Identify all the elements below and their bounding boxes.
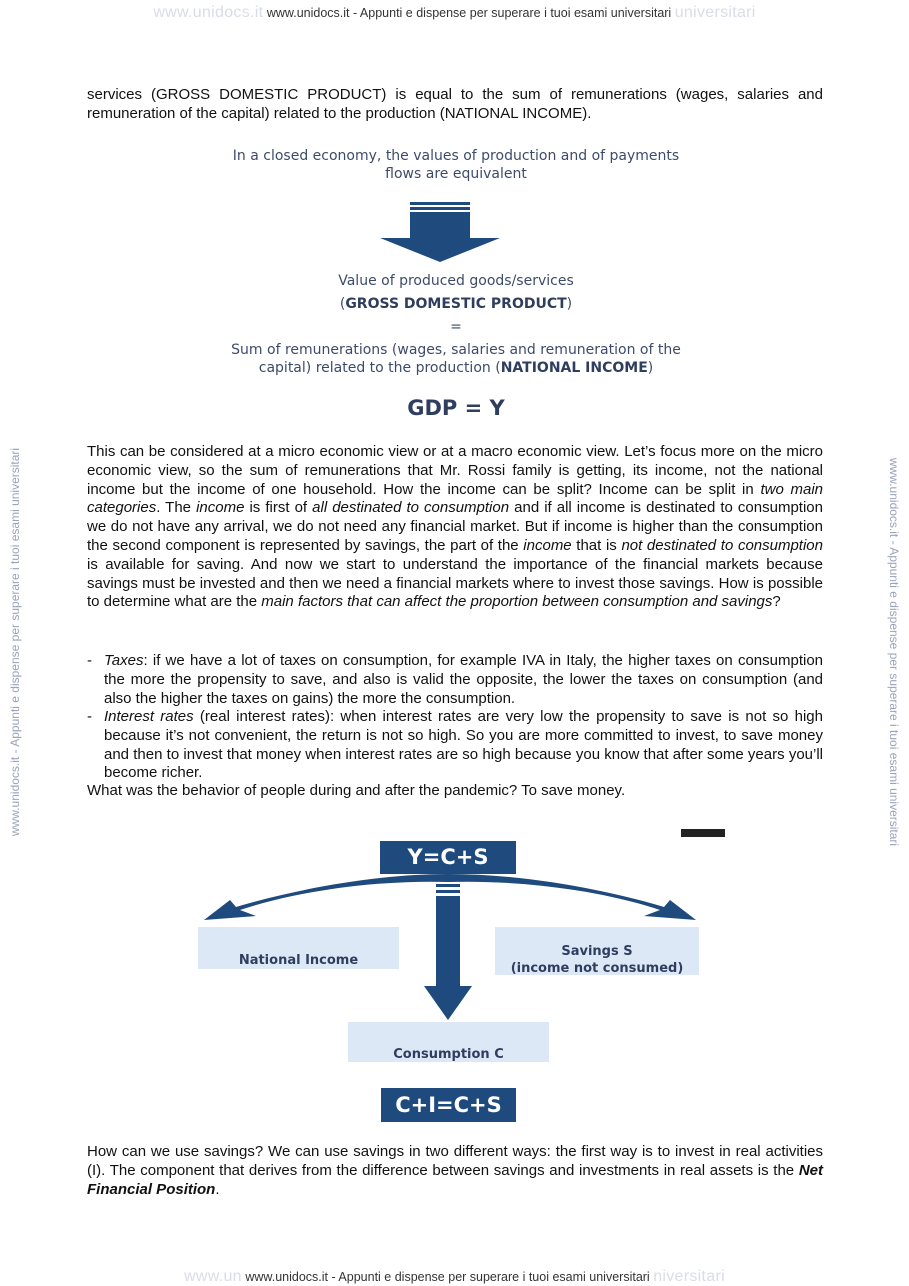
bullet-interest-term: Interest rates <box>104 708 194 725</box>
bullet-taxes-term: Taxes <box>104 652 144 669</box>
bullet-taxes <box>104 652 823 708</box>
header-text: www.unidocs.it - Appunti e dispense per superare i tuoi esami universitari <box>266 6 672 20</box>
bullet-taxes-text: : if we have a lot of taxes on consumption, for example IVA in Italy, the higher taxes on consumption the more the propensity to save, and also is valid the opposite, the lower the taxes on consumption (and also the higher the taxes on gains) the more the consumption. <box>104 652 823 707</box>
consumption-label: Consumption C <box>393 1047 504 1062</box>
intro-paragraph: services (GROSS DOMESTIC PRODUCT) is equal to the sum of remunerations (wages, salaries and remuneration of the capital) related to the production (NATIONAL INCOME). <box>87 86 823 122</box>
side-watermark-left: www.unidocs.it - Appunti e dispense per superare i tuoi esami universitari <box>8 447 22 837</box>
body-paragraph-1 <box>87 443 823 612</box>
page-header <box>0 4 909 22</box>
p1-text-f: is available for saving. And now we start to understand the importance of the financial markets because savings must be invested and then we need a financial markets where to invest those savings. How is possible to determine what are the <box>87 555 823 611</box>
split-arrows-icon <box>200 870 700 1030</box>
formula-ycs-box: Y=C+S <box>380 841 516 874</box>
figure-gdp-equivalence <box>220 140 692 440</box>
footer-watermark-left: www.un <box>184 1268 242 1285</box>
p1-text-g: ? <box>772 593 781 611</box>
down-arrow-icon <box>376 202 504 264</box>
figure1-formula: GDP = Y <box>407 396 505 420</box>
savings-label: Savings S <box>561 944 633 959</box>
p1-text-e: that is <box>571 536 622 554</box>
page-footer <box>0 1268 909 1286</box>
national-income-label: National Income <box>238 953 359 968</box>
figure1-sum-line1: Sum of remunerations (wages, salaries and remuneration of the <box>231 342 681 358</box>
p1-text-c: is first of <box>244 499 313 517</box>
p1-em-5: not destinated to consumption <box>621 536 823 554</box>
figure1-gdp-line: (GROSS DOMESTIC PRODUCT) <box>339 296 573 312</box>
bullet-interest-text: (real interest rates): when interest rates are very low the propensity to save is not so high because it’s not convenient, the return is not so high. So you are more committed to invest, to save money and then to invest that money when interest rates are so high because you know that after some years you’ll become richer. <box>104 708 823 782</box>
figure1-sum-line2: capital) related to the production (NATIONAL INCOME) <box>258 360 654 376</box>
p3-text-a: How can we use savings? We can use savings in two different ways: the first way is to invest in real activities (I). The component that derives from the difference between savings and investments in real assets is the <box>87 1143 823 1179</box>
bullet-dash-2: - <box>87 708 92 725</box>
figure1-value-line: Value of produced goods/services <box>338 273 574 289</box>
figure1-sum-line2-prefix: capital) related to the production ( <box>258 360 501 376</box>
side-watermark-right: www.unidocs.it - Appunti e dispense per superare i tuoi esami universitari <box>887 457 901 847</box>
net-financial-position-term: Net Financial Position <box>87 1161 823 1198</box>
p1-em-1: two main categories <box>87 480 823 517</box>
p1-text-b: . The <box>156 499 197 517</box>
footer-text: www.unidocs.it - Appunti e dispense per superare i tuoi esami universitari <box>245 1270 650 1284</box>
bullet-interest-rates <box>104 708 823 783</box>
national-income-box <box>198 927 399 969</box>
body-paragraph-2: What was the behavior of people during and after the pandemic? To save money. <box>87 782 626 799</box>
p3-text-b: . <box>215 1180 220 1198</box>
figure1-gdp-label: GROSS DOMESTIC PRODUCT <box>345 296 567 312</box>
header-watermark-left: www.unidocs.it <box>153 4 264 21</box>
consumption-box <box>348 1022 549 1062</box>
small-dark-mark <box>681 829 725 837</box>
figure1-line1: In a closed economy, the values of production and of payments <box>232 148 680 164</box>
p1-em-3: all destinated to consumption <box>312 499 510 517</box>
header-watermark-right: universitari <box>674 4 756 21</box>
p1-text-a: This can be considered at a micro economic view or at a macro economic view. Let’s focus more on the micro economic view, so the sum of remunerations that Mr. Rossi family is getting, its income, not the national income but the income of one household. How the income can be split? Income can be split in <box>87 443 823 498</box>
figure1-equals: = <box>450 319 462 335</box>
formula-cics-box: C+I=C+S <box>381 1088 516 1122</box>
p1-em-6: main factors that can affect the proportion between consumption and savings <box>261 593 773 611</box>
p1-em-2: income <box>196 499 245 517</box>
p1-em-4: income <box>523 536 572 554</box>
figure1-national-income: NATIONAL INCOME <box>500 360 648 376</box>
figure1-line2: flows are equivalent <box>385 166 527 182</box>
bullet-dash-1: - <box>87 652 92 669</box>
body-paragraph-3 <box>87 1143 823 1199</box>
p1-text-d: and if all income is destinated to consumption we do not have any arrival, we do not need any financial market. But if income is higher than the consumption the second component is represented by savings, the part of the <box>87 499 823 554</box>
savings-box <box>495 927 699 975</box>
footer-watermark-right: niversitari <box>653 1268 725 1285</box>
savings-sublabel: (income not consumed) <box>510 961 684 976</box>
